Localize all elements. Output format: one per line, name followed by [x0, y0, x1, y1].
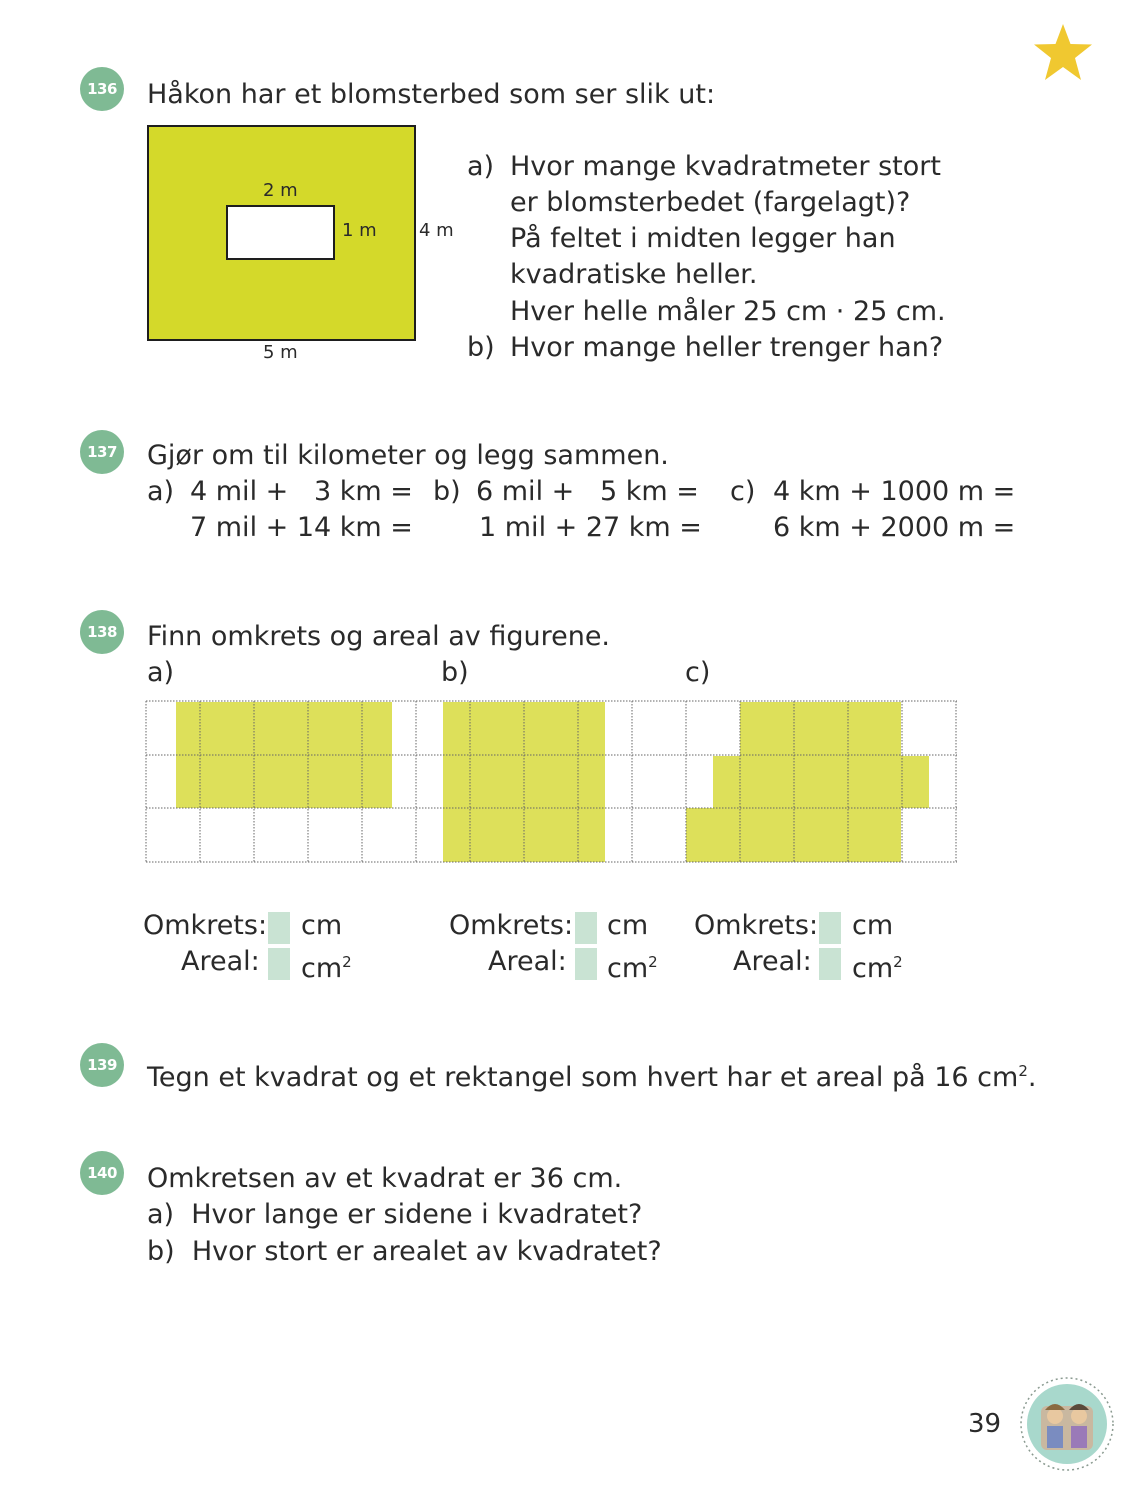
question-label-b: b): [467, 332, 495, 363]
unit-cm: cm: [301, 910, 343, 941]
areal-label: Areal:: [488, 946, 567, 977]
task-number-badge: 140: [80, 1151, 124, 1195]
answer-box-areal-c[interactable]: [819, 948, 841, 980]
part-label-c: c): [730, 476, 756, 507]
paved-center-rect: [226, 205, 335, 260]
task-number-badge: 139: [80, 1043, 124, 1087]
task-number-badge: 137: [80, 430, 124, 474]
question-line: kvadratiske heller.: [510, 259, 758, 290]
answer-box-omkrets-b[interactable]: [575, 912, 597, 944]
figure-label-a: a): [147, 657, 175, 688]
omkrets-label: Omkrets:: [449, 910, 574, 941]
superscript: 2: [342, 953, 352, 971]
part-label-b: b): [433, 476, 461, 507]
superscript: 2: [893, 953, 903, 971]
unit-cm: cm: [607, 910, 649, 941]
task-139-period: .: [1027, 1062, 1037, 1093]
conversion-c2: 6 km + 2000 m =: [773, 512, 1016, 543]
dimension-label-inner: 1 m: [342, 220, 377, 241]
superscript: 2: [648, 953, 658, 971]
task-139-sentence: Tegn et kvadrat og et rektangel som hvert har et areal på 16 cm: [147, 1062, 1019, 1093]
task-136-title: Håkon har et blomsterbed som ser slik ut:: [147, 79, 716, 110]
figure-label-b: b): [441, 657, 469, 688]
superscript: 2: [1018, 1062, 1028, 1080]
task-number-badge: 138: [80, 610, 124, 654]
task-number-badge: 136: [80, 67, 124, 111]
task-140-question-b: b) Hvor stort er arealet av kvadratet?: [147, 1236, 662, 1267]
answer-box-omkrets-a[interactable]: [268, 912, 290, 944]
dimension-label-top: 2 m: [263, 180, 298, 201]
question-line: Hvor mange kvadratmeter stort: [510, 151, 941, 182]
question-line: er blomsterbedet (fargelagt)?: [510, 187, 911, 218]
figure-label-c: c): [685, 657, 711, 688]
question-line: Hver helle måler 25 cm · 25 cm.: [510, 296, 946, 327]
conversion-b2: 1 mil + 27 km =: [479, 512, 702, 543]
page-number: 39: [968, 1409, 1002, 1439]
answer-box-omkrets-c[interactable]: [819, 912, 841, 944]
task-140-title: Omkretsen av et kvadrat er 36 cm.: [147, 1163, 623, 1194]
question-line: På feltet i midten legger han: [510, 223, 896, 254]
unit-cm2-text: cm: [607, 953, 649, 984]
chapter-illustration-icon: [1019, 1376, 1115, 1472]
omkrets-label: Omkrets:: [143, 910, 268, 941]
figure-c-shape: [686, 702, 929, 862]
answer-box-areal-b[interactable]: [575, 948, 597, 980]
task-140-question-a: a) Hvor lange er sidene i kvadratet?: [147, 1199, 643, 1230]
grid-figures: [145, 700, 959, 864]
part-label-a: a): [147, 476, 175, 507]
areal-label: Areal:: [181, 946, 260, 977]
unit-cm: cm: [852, 910, 894, 941]
star-icon: [1032, 22, 1094, 82]
task-138-title: Finn omkrets og areal av figurene.: [147, 621, 611, 652]
task-139-text: [147, 1053, 1036, 1096]
conversion-c1: 4 km + 1000 m =: [773, 476, 1016, 507]
unit-cm2: [301, 944, 352, 987]
conversion-a1: 4 mil + 3 km =: [190, 476, 413, 507]
question-label-a: a): [467, 151, 495, 182]
answer-box-areal-a[interactable]: [268, 948, 290, 980]
task-137-title: Gjør om til kilometer og legg sammen.: [147, 440, 669, 471]
conversion-b1: 6 mil + 5 km =: [476, 476, 699, 507]
omkrets-label: Omkrets:: [694, 910, 819, 941]
areal-label: Areal:: [733, 946, 812, 977]
conversion-a2: 7 mil + 14 km =: [190, 512, 413, 543]
unit-cm2: [607, 944, 658, 987]
dimension-label-bottom: 5 m: [263, 342, 298, 363]
unit-cm2-text: cm: [852, 953, 894, 984]
unit-cm2: [852, 944, 903, 987]
dimension-label-right: 4 m: [419, 220, 454, 241]
question-line: Hvor mange heller trenger han?: [510, 332, 944, 363]
unit-cm2-text: cm: [301, 953, 343, 984]
